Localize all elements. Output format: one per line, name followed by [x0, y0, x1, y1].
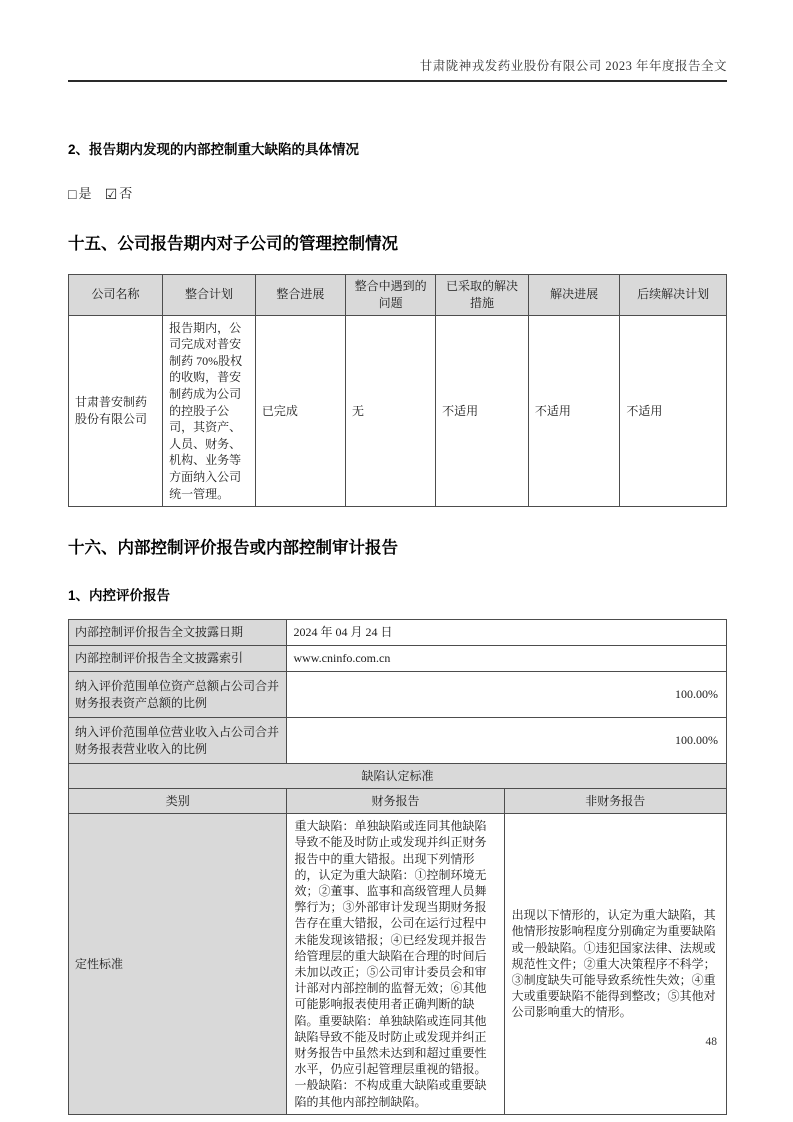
section-16-heading: 十六、内部控制评价报告或内部控制审计报告: [68, 539, 398, 558]
cell-problems: 无: [346, 315, 436, 507]
table-row: [69, 646, 727, 672]
section-15-heading: 十五、公司报告期内对子公司的管理控制情况: [68, 235, 398, 253]
col-category: 类别: [69, 789, 287, 814]
option-no-label: 否: [119, 186, 133, 201]
label-disclosure-date: 内部控制评价报告全文披露日期: [69, 620, 287, 646]
cell-resolution-progress: 不适用: [528, 315, 619, 507]
col-financial-report: 财务报告: [287, 789, 504, 814]
checkbox-checked-icon: ☑: [104, 188, 118, 203]
col-problems: 整合中遇到的问题: [346, 275, 436, 316]
subsection-1-heading: 1、内控评价报告: [68, 588, 171, 604]
internal-control-evaluation-table: [68, 619, 727, 1115]
col-company-name: 公司名称: [69, 275, 163, 316]
cell-company-name: 甘肃普安制药股份有限公司: [69, 315, 163, 507]
col-non-financial-report: 非财务报告: [504, 789, 726, 814]
defect-standard-title: 缺陷认定标准: [69, 764, 727, 789]
col-measures: 已采取的解决措施: [436, 275, 529, 316]
cell-qualitative-category: 定性标准: [69, 814, 287, 1115]
value-asset-ratio: 100.00%: [287, 672, 727, 718]
cell-integration-progress: 已完成: [255, 315, 345, 507]
value-revenue-ratio: 100.00%: [287, 718, 727, 764]
cell-follow-up-plan: 不适用: [620, 315, 727, 507]
defect-header-row: [69, 789, 727, 814]
label-revenue-ratio: 纳入评价范围单位营业收入占公司合并财务报表营业收入的比例: [69, 718, 287, 764]
qualitative-standard-row: [69, 814, 727, 1115]
option-no: [105, 186, 133, 201]
cell-qualitative-non-financial: 出现以下情形的，认定为重大缺陷，其他情形按影响程度分别确定为重要缺陷或一般缺陷。①违犯国家法律、法规或规范性文件；②重大决策程序不科学；③制度缺失可能导致系统性失效；④重大或重要缺陷不能得到整改；⑤其他对公司影响重大的情形。: [504, 814, 726, 1115]
document-header: [68, 0, 727, 82]
page-number: 48: [705, 1036, 717, 1048]
defect-standard-band: [69, 764, 727, 789]
document-header-title: 甘肃陇神戎发药业股份有限公司 2023 年年度报告全文: [419, 59, 727, 73]
section-2-heading: 2、报告期内发现的内部控制重大缺陷的具体情况: [68, 142, 360, 157]
col-follow-up-plan: 后续解决计划: [620, 275, 727, 316]
label-disclosure-index: 内部控制评价报告全文披露索引: [69, 646, 287, 672]
value-disclosure-date: 2024 年 04 月 24 日: [287, 620, 727, 646]
option-yes-label: 是: [78, 186, 92, 201]
table-row: [69, 620, 727, 646]
option-yes: [68, 186, 91, 201]
checkbox-unchecked-icon: □: [68, 188, 77, 203]
defect-found-options: [68, 183, 727, 203]
table-row: [69, 672, 727, 718]
cell-measures: 不适用: [436, 315, 529, 507]
cell-qualitative-financial: 重大缺陷：单独缺陷或连同其他缺陷导致不能及时防止或发现并纠正财务报告中的重大错报。出现下列情形的，认定为重大缺陷：①控制环境无效；②董事、监事和高级管理人员舞弊行为；③外部审计发现当期财务报告存在重大错报，公司在运行过程中未能发现该错报；④已经发现并报告给管理层的重大缺陷在合理的时间后未加以改正；⑤公司审计委员会和审计部对内部控制的监督无效；⑥其他可能影响报表使用者正确判断的缺陷。重要缺陷：单独缺陷或连同其他缺陷导致不能及时防止或发现并纠正财务报告中虽然未达到和超过重要性水平，仍应引起管理层重视的错报。一般缺陷：不构成重大缺陷或重要缺陷的其他内部控制缺陷。: [287, 814, 504, 1115]
label-asset-ratio: 纳入评价范围单位资产总额占公司合并财务报表资产总额的比例: [69, 672, 287, 718]
cell-integration-plan: 报告期内，公司完成对普安制药 70%股权的收购，普安制药成为公司的控股子公司，其资产、人员、财务、机构、业务等方面纳入公司统一管理。: [163, 315, 256, 507]
table-row: [69, 718, 727, 764]
col-resolution-progress: 解决进展: [528, 275, 619, 316]
table-header-row: [69, 275, 727, 316]
subsidiary-control-table: [68, 274, 727, 507]
table-row: [69, 315, 727, 507]
value-disclosure-index: www.cninfo.com.cn: [287, 646, 727, 672]
col-integration-progress: 整合进展: [255, 275, 345, 316]
col-integration-plan: 整合计划: [163, 275, 256, 316]
